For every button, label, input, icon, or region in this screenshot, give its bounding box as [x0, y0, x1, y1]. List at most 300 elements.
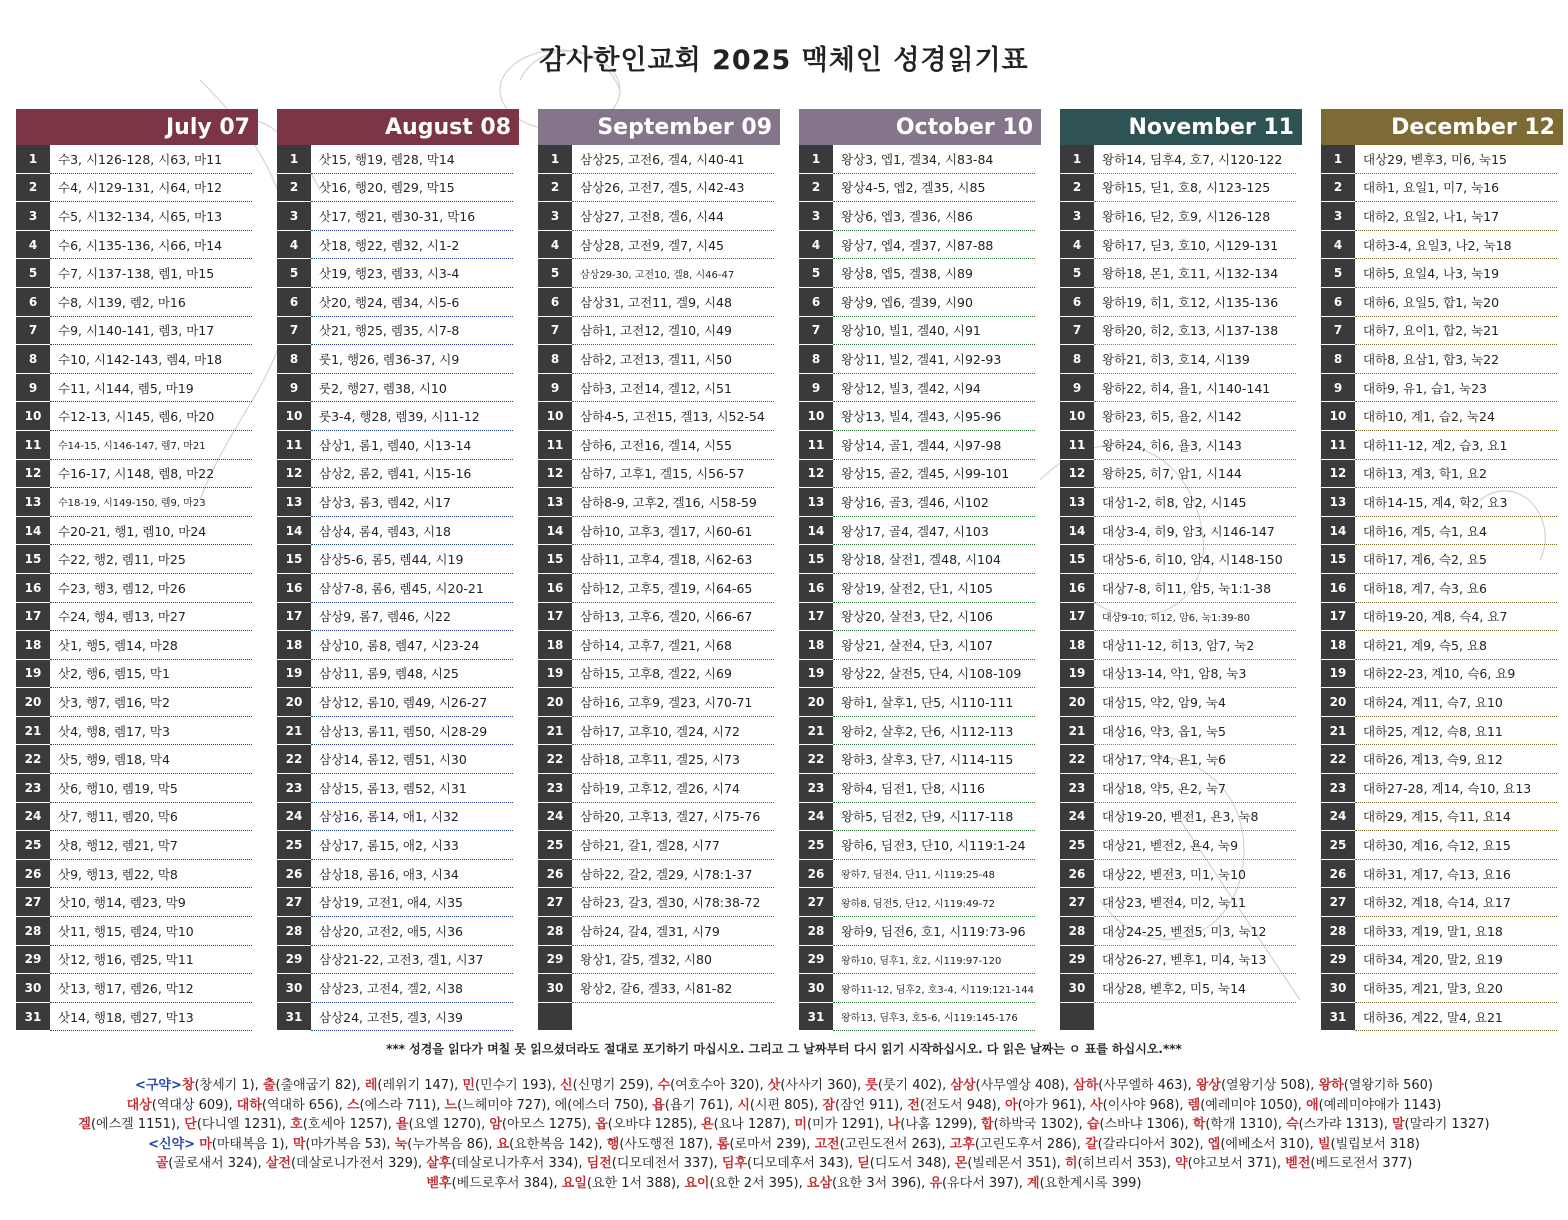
day-number: 24 [799, 803, 833, 832]
book-name: (요한계시록 399) [1039, 1175, 1142, 1191]
day-row [538, 774, 780, 803]
day-row [277, 545, 519, 574]
day-number: 11 [1060, 431, 1094, 460]
day-number: 7 [16, 317, 50, 346]
day-row [16, 745, 258, 774]
day-number: 27 [16, 888, 50, 917]
book-abbrev: 민 [462, 1078, 475, 1093]
book-name: (요한 3서 396), [832, 1175, 930, 1191]
day-row [1060, 717, 1302, 746]
day-row [16, 402, 258, 431]
book-name: (고린도후서 286), [974, 1136, 1086, 1152]
day-reading: 수5, 시132-134, 시65, 마13 [50, 202, 252, 231]
day-row [277, 831, 519, 860]
day-number: 25 [1060, 831, 1094, 860]
day-reading: 왕하23, 히5, 욜2, 시142 [1094, 402, 1296, 431]
day-reading: 왕상18, 살전1, 겔48, 시104 [833, 545, 1035, 574]
day-number: 18 [16, 631, 50, 660]
day-number: 23 [16, 774, 50, 803]
day-row [799, 460, 1041, 489]
day-row [16, 1003, 258, 1032]
book-abbrev: 습 [1086, 1117, 1100, 1132]
day-number: 13 [538, 488, 572, 517]
day-row [16, 374, 258, 403]
day-number: 23 [1321, 774, 1355, 803]
book-abbrev: 창 [181, 1078, 195, 1093]
day-reading: 대상22, 벧전3, 미1, 눅10 [1094, 860, 1296, 889]
day-reading: 수18-19, 시149-150, 렘9, 마23 [50, 488, 252, 517]
day-number: 20 [1060, 688, 1094, 717]
book-name: (열왕기상 508), [1220, 1078, 1319, 1093]
day-reading: 왕상13, 빌4, 겔43, 시95-96 [833, 402, 1035, 431]
day-number: 24 [538, 803, 572, 832]
day-number: 14 [538, 517, 572, 546]
day-number: 20 [16, 688, 50, 717]
day-row [1321, 774, 1563, 803]
day-reading: 왕상9, 엡6, 겔39, 시90 [833, 288, 1035, 317]
day-reading: 대하35, 계21, 말3, 요20 [1355, 974, 1557, 1003]
day-number [538, 1003, 572, 1032]
day-reading: 삿8, 행12, 렘21, 막7 [50, 831, 252, 860]
day-number: 2 [277, 174, 311, 203]
book-name: (골로새서 324), [168, 1156, 266, 1171]
day-number: 21 [799, 717, 833, 746]
month-column [1060, 109, 1302, 1031]
day-row [277, 603, 519, 632]
day-reading: 룻2, 행27, 렘38, 시10 [311, 374, 513, 403]
day-number: 21 [1321, 717, 1355, 746]
day-reading: 삼상25, 고전6, 겔4, 시40-41 [572, 145, 774, 174]
day-row [799, 259, 1041, 288]
day-row [277, 431, 519, 460]
day-row [1321, 259, 1563, 288]
day-row [16, 803, 258, 832]
day-reading: 왕하24, 히6, 욜3, 시143 [1094, 431, 1296, 460]
day-reading: 삼하17, 고후10, 겔24, 시72 [572, 717, 774, 746]
book-abbrev: 요삼 [806, 1175, 833, 1191]
day-reading: 왕상22, 살전5, 단4, 시108-109 [833, 660, 1035, 689]
book-abbrev: 고전 [814, 1136, 840, 1152]
day-reading: 삼상20, 고전2, 애5, 시36 [311, 917, 513, 946]
day-number: 10 [799, 402, 833, 431]
book-abbrev: 삼하 [1073, 1078, 1099, 1093]
day-number: 27 [1321, 888, 1355, 917]
day-reading: 왕상10, 빌1, 겔40, 시91 [833, 317, 1035, 346]
book-legend [0, 1076, 1568, 1193]
book-abbrev: 잠 [822, 1097, 835, 1113]
day-row [277, 688, 519, 717]
day-number: 11 [277, 431, 311, 460]
book-name: (데살로니가후서 334), [451, 1156, 587, 1171]
day-reading: 삼하7, 고후1, 겔15, 시56-57 [572, 460, 774, 489]
book-abbrev: 벧후 [426, 1175, 452, 1191]
book-name: (사무엘하 463), [1098, 1078, 1196, 1093]
day-number: 25 [538, 831, 572, 860]
day-row [799, 831, 1041, 860]
day-reading: 왕하5, 딤전2, 단9, 시117-118 [833, 803, 1035, 832]
day-row [277, 974, 519, 1003]
day-reading: 삼상2, 롬2, 렘41, 시15-16 [311, 460, 513, 489]
day-reading: 대상19-20, 벧전1, 욘3, 눅8 [1094, 803, 1296, 832]
day-number: 23 [1060, 774, 1094, 803]
book-name: (이사야 968), [1102, 1097, 1188, 1113]
day-row [1321, 831, 1563, 860]
day-number: 18 [277, 631, 311, 660]
day-number: 2 [1060, 174, 1094, 203]
day-reading: 대상18, 약5, 욘2, 눅7 [1094, 774, 1296, 803]
book-abbrev: 룻 [865, 1078, 878, 1093]
book-abbrev: 욘 [701, 1117, 714, 1132]
legend-line [0, 1135, 1568, 1155]
day-row [16, 774, 258, 803]
day-reading [572, 1003, 774, 1032]
day-reading: 삼상14, 롬12, 렘51, 시30 [311, 745, 513, 774]
day-reading: 대하13, 계3, 학1, 요2 [1355, 460, 1557, 489]
day-number: 25 [277, 831, 311, 860]
book-name: (요한복음 142), [509, 1136, 607, 1152]
day-reading: 삼상27, 고전8, 겔6, 시44 [572, 202, 774, 231]
day-reading: 삼하12, 고후5, 겔19, 시64-65 [572, 574, 774, 603]
day-number: 28 [799, 917, 833, 946]
day-number: 4 [799, 231, 833, 260]
book-name: (나훔 1299), [900, 1117, 982, 1132]
day-number: 20 [799, 688, 833, 717]
day-reading: 왕하11-12, 딤후2, 호3-4, 시119:121-144 [833, 974, 1035, 1003]
day-reading: 왕상20, 살전3, 단2, 시106 [833, 603, 1035, 632]
day-reading: 대하2, 요일2, 나1, 눅17 [1355, 202, 1557, 231]
day-row [538, 660, 780, 689]
book-abbrev: 출 [262, 1078, 276, 1093]
day-row [538, 431, 780, 460]
day-reading: 삿9, 행13, 렘22, 막8 [50, 860, 252, 889]
book-name: (요한 2서 395), [709, 1175, 807, 1191]
book-abbrev: 암 [489, 1117, 502, 1132]
day-number: 19 [538, 660, 572, 689]
months-grid [16, 109, 1561, 1031]
day-row [277, 145, 519, 174]
book-name: (창세기 1), [194, 1078, 263, 1093]
day-row [16, 145, 258, 174]
day-number: 6 [1060, 288, 1094, 317]
day-reading: 왕하13, 딤후3, 호5-6, 시119:145-176 [833, 1003, 1035, 1032]
book-abbrev: 계 [1027, 1175, 1040, 1191]
day-reading: 룻1, 행26, 렘36-37, 시9 [311, 345, 513, 374]
day-number: 21 [538, 717, 572, 746]
day-reading: 삿16, 행20, 렘29, 막15 [311, 174, 513, 203]
book-name: (유다서 397), [942, 1175, 1028, 1191]
book-name: (느헤미야 727), [457, 1097, 555, 1113]
book-name: (디모데후서 343), [747, 1156, 858, 1171]
day-number: 19 [799, 660, 833, 689]
book-abbrev: 딤전 [586, 1156, 612, 1171]
book-name: (에베소서 310), [1220, 1136, 1318, 1152]
book-abbrev: 슥 [1286, 1117, 1299, 1132]
book-name: (미가 1291), [806, 1117, 888, 1132]
book-name: (사무엘상 408), [975, 1078, 1074, 1093]
day-row [277, 231, 519, 260]
day-number: 8 [799, 345, 833, 374]
day-number: 19 [1060, 660, 1094, 689]
day-row [16, 231, 258, 260]
day-row [1060, 374, 1302, 403]
book-abbrev: 갈 [1085, 1136, 1098, 1152]
day-row [799, 431, 1041, 460]
day-reading: 삼하22, 갈2, 겔29, 시78:1-37 [572, 860, 774, 889]
day-row [538, 1003, 780, 1032]
day-row [16, 517, 258, 546]
day-row [538, 745, 780, 774]
day-reading: 삼하2, 고전13, 겔11, 시50 [572, 345, 774, 374]
day-number: 17 [538, 603, 572, 632]
book-abbrev: 시 [737, 1097, 750, 1113]
day-number: 17 [799, 603, 833, 632]
day-row [538, 345, 780, 374]
day-row [16, 946, 258, 975]
book-name: (누가복음 86), [407, 1136, 497, 1152]
book-abbrev: 요일 [561, 1175, 587, 1191]
day-number: 2 [538, 174, 572, 203]
day-row [538, 231, 780, 260]
day-number: 16 [16, 574, 50, 603]
day-number: 2 [799, 174, 833, 203]
day-row [1321, 717, 1563, 746]
day-number: 14 [1321, 517, 1355, 546]
day-row [538, 688, 780, 717]
day-row [1321, 431, 1563, 460]
book-name: (마가복음 53), [305, 1136, 395, 1152]
day-reading: 대하22-23, 계10, 슥6, 요9 [1355, 660, 1557, 689]
day-reading: 수9, 시140-141, 렘3, 마17 [50, 317, 252, 346]
book-abbrev: 나 [887, 1117, 901, 1132]
book-name: (요나 1287), [713, 1117, 795, 1132]
day-number: 4 [538, 231, 572, 260]
legend-line [0, 1154, 1568, 1174]
day-reading: 왕상7, 엡4, 겔37, 시87-88 [833, 231, 1035, 260]
day-number: 6 [1321, 288, 1355, 317]
day-number: 5 [277, 259, 311, 288]
day-reading: 왕하16, 딛2, 호9, 시126-128 [1094, 202, 1296, 231]
book-name: (전도서 948), [919, 1097, 1006, 1113]
day-row [16, 860, 258, 889]
day-reading: 왕하10, 딤후1, 호2, 시119:97-120 [833, 946, 1035, 975]
book-name: (룻기 402), [877, 1078, 951, 1093]
day-row [799, 660, 1041, 689]
day-reading: 왕상17, 골4, 겔47, 시103 [833, 517, 1035, 546]
day-row [538, 402, 780, 431]
day-row [1060, 174, 1302, 203]
book-abbrev: 행 [606, 1136, 620, 1152]
day-number: 30 [1321, 974, 1355, 1003]
day-number: 10 [277, 402, 311, 431]
day-number: 13 [277, 488, 311, 517]
day-number: 8 [538, 345, 572, 374]
day-row [16, 288, 258, 317]
day-number: 26 [538, 860, 572, 889]
day-number: 26 [799, 860, 833, 889]
month-column [277, 109, 519, 1031]
day-row [277, 345, 519, 374]
month-header: July 07 [16, 109, 258, 145]
day-number: 4 [1321, 231, 1355, 260]
day-row [1060, 603, 1302, 632]
day-reading: 삿20, 행24, 렘34, 시5-6 [311, 288, 513, 317]
book-abbrev: 왕상 [1195, 1078, 1221, 1093]
day-row [538, 574, 780, 603]
day-reading: 삼하14, 고후7, 겔21, 시68 [572, 631, 774, 660]
book-abbrev: 딛 [857, 1156, 870, 1171]
book-abbrev: 살전 [265, 1156, 291, 1171]
day-number: 26 [1060, 860, 1094, 889]
day-row [1321, 688, 1563, 717]
day-number: 26 [16, 860, 50, 889]
day-number: 24 [277, 803, 311, 832]
book-abbrev: 호 [290, 1117, 303, 1132]
day-number: 7 [1321, 317, 1355, 346]
day-reading: 왕하9, 딤전6, 호1, 시119:73-96 [833, 917, 1035, 946]
day-row [799, 803, 1041, 832]
day-reading: 대하16, 계5, 슥1, 요4 [1355, 517, 1557, 546]
day-number: 15 [1060, 545, 1094, 574]
day-row [277, 174, 519, 203]
day-number: 12 [799, 460, 833, 489]
book-abbrev: 롬 [716, 1136, 730, 1152]
day-number: 22 [538, 745, 572, 774]
day-row [277, 517, 519, 546]
day-number: 29 [1321, 946, 1355, 975]
day-reading: 삼하1, 고전12, 겔10, 시49 [572, 317, 774, 346]
book-name: (빌립보서 318) [1330, 1136, 1420, 1152]
day-reading: 왕상1, 갈5, 겔32, 시80 [572, 946, 774, 975]
day-number: 15 [538, 545, 572, 574]
day-reading: 왕하8, 딤전5, 단12, 시119:49-72 [833, 888, 1035, 917]
day-number: 10 [1321, 402, 1355, 431]
day-row [799, 774, 1041, 803]
day-reading: 삼하3, 고전14, 겔12, 시51 [572, 374, 774, 403]
day-reading: 삼하18, 고후11, 겔25, 시73 [572, 745, 774, 774]
day-row [799, 374, 1041, 403]
day-reading: 왕하25, 히7, 암1, 시144 [1094, 460, 1296, 489]
day-reading: 왕상14, 골1, 겔44, 시97-98 [833, 431, 1035, 460]
book-abbrev: 엡 [1207, 1136, 1221, 1152]
day-number: 16 [799, 574, 833, 603]
day-row [799, 288, 1041, 317]
day-row [1060, 288, 1302, 317]
day-reading: 대하29, 계15, 슥11, 요14 [1355, 803, 1557, 832]
day-reading: 삼상7-8, 롬6, 렘45, 시20-21 [311, 574, 513, 603]
day-reading: 왕하1, 살후1, 단5, 시110-111 [833, 688, 1035, 717]
day-reading: 삼상10, 롬8, 렘47, 시23-24 [311, 631, 513, 660]
book-abbrev: 겔 [78, 1117, 91, 1132]
day-number: 13 [16, 488, 50, 517]
day-reading: 삼상24, 고전5, 겔3, 시39 [311, 1003, 513, 1032]
day-row [1060, 574, 1302, 603]
day-row [799, 317, 1041, 346]
book-name: (민수기 193), [474, 1078, 561, 1093]
day-row [1060, 545, 1302, 574]
book-abbrev: 옵 [595, 1117, 608, 1132]
day-reading: 왕하14, 딤후4, 호7, 시120-122 [1094, 145, 1296, 174]
day-row [799, 603, 1041, 632]
day-row [799, 202, 1041, 231]
day-number: 5 [799, 259, 833, 288]
month-column [538, 109, 780, 1031]
book-abbrev: 요 [496, 1136, 510, 1152]
day-reading: 왕하7, 딤전4, 단11, 시119:25-48 [833, 860, 1035, 889]
day-row [1321, 517, 1563, 546]
day-reading: 왕상6, 엡3, 겔36, 시86 [833, 202, 1035, 231]
book-abbrev: 욜 [396, 1117, 409, 1132]
day-number: 7 [277, 317, 311, 346]
day-row [277, 860, 519, 889]
day-number: 28 [16, 917, 50, 946]
day-reading: 삼상5-6, 롬5, 렘44, 시19 [311, 545, 513, 574]
book-abbrev: 학 [1192, 1117, 1206, 1132]
day-row [538, 831, 780, 860]
day-row [1060, 259, 1302, 288]
month-column [16, 109, 258, 1031]
day-row [538, 374, 780, 403]
book-name: (오바댜 1285), [607, 1117, 702, 1132]
day-row [538, 517, 780, 546]
day-row [1321, 317, 1563, 346]
book-name: (학개 1310), [1205, 1117, 1287, 1132]
day-reading: 삿10, 행14, 렘23, 막9 [50, 888, 252, 917]
day-number: 10 [538, 402, 572, 431]
day-row [1321, 288, 1563, 317]
day-row [799, 745, 1041, 774]
book-name: (마태복음 1), [211, 1136, 293, 1152]
day-row [1060, 460, 1302, 489]
day-reading: 수7, 시137-138, 렘1, 마15 [50, 259, 252, 288]
day-reading: 왕상11, 빌2, 겔41, 시92-93 [833, 345, 1035, 374]
day-number: 24 [16, 803, 50, 832]
day-number: 27 [799, 888, 833, 917]
day-number: 21 [16, 717, 50, 746]
day-number: 17 [277, 603, 311, 632]
day-number: 18 [1060, 631, 1094, 660]
day-reading: 수4, 시129-131, 시64, 마12 [50, 174, 252, 203]
book-abbrev: 벧전 [1285, 1156, 1311, 1171]
day-number: 4 [1060, 231, 1094, 260]
day-number: 30 [277, 974, 311, 1003]
book-abbrev: 단 [184, 1117, 197, 1132]
day-reading: 왕하15, 딛1, 호8, 시123-125 [1094, 174, 1296, 203]
day-reading: 대하19-20, 계8, 슥4, 요7 [1355, 603, 1557, 632]
day-reading: 삿21, 행25, 렘35, 시7-8 [311, 317, 513, 346]
day-number: 16 [277, 574, 311, 603]
day-row [16, 545, 258, 574]
day-reading: 대상7-8, 히11, 암5, 눅1:1-38 [1094, 574, 1296, 603]
day-row [1321, 174, 1563, 203]
book-name: (예레미야애가 1143) [1318, 1097, 1442, 1113]
day-number: 12 [1321, 460, 1355, 489]
day-number: 1 [538, 145, 572, 174]
day-reading: 대하24, 계11, 슥7, 요10 [1355, 688, 1557, 717]
day-number: 31 [16, 1003, 50, 1032]
day-number: 11 [1321, 431, 1355, 460]
book-abbrev: 왕하 [1318, 1078, 1344, 1093]
day-row [277, 717, 519, 746]
day-number: 9 [1321, 374, 1355, 403]
day-row [799, 917, 1041, 946]
book-abbrev: 유 [929, 1175, 943, 1191]
book-abbrev: 애 [1306, 1097, 1319, 1113]
day-number: 5 [1321, 259, 1355, 288]
day-reading: 삼하15, 고후8, 겔22, 시69 [572, 660, 774, 689]
day-reading: 삿11, 행15, 렘24, 막10 [50, 917, 252, 946]
book-name: (베드로후서 384), [451, 1175, 562, 1191]
day-row [799, 860, 1041, 889]
